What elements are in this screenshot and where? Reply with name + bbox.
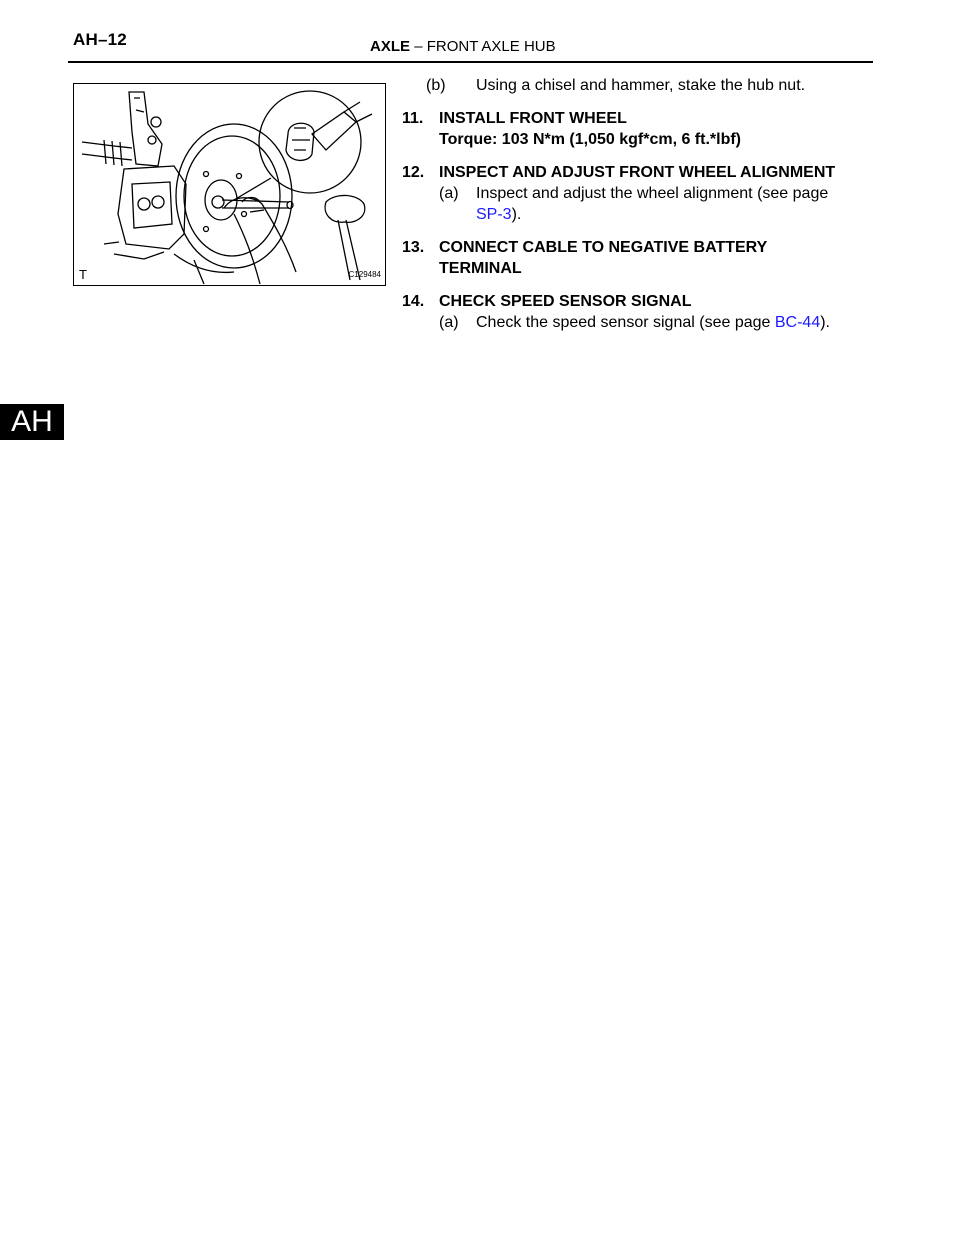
substep-text: Using a chisel and hammer, stake the hub nut. xyxy=(476,77,806,94)
step-title-text: INSTALL FRONT WHEEL xyxy=(439,110,627,127)
step-11 xyxy=(402,108,882,150)
substep-text: Check the speed sensor signal (see page xyxy=(476,314,775,331)
running-header xyxy=(370,38,556,55)
step-12 xyxy=(402,162,882,225)
step-title xyxy=(402,108,882,129)
substep-a xyxy=(402,183,882,225)
hub-staking-illustration xyxy=(74,84,386,286)
step-title-text: INSPECT AND ADJUST FRONT WHEEL ALIGNMENT xyxy=(439,164,836,181)
section-title: AXLE xyxy=(370,38,411,55)
substep-label: (a) xyxy=(439,314,459,331)
procedure-content xyxy=(402,75,882,345)
step-title xyxy=(402,291,882,312)
step-title-text: CHECK SPEED SENSOR SIGNAL xyxy=(439,293,692,310)
substep-text: Inspect and adjust the wheel alignment (see page xyxy=(476,185,829,202)
step-number: 13. xyxy=(402,239,425,256)
substep-label: (b) xyxy=(426,77,446,94)
substep-text-end: ). xyxy=(820,314,830,331)
substep-label: (a) xyxy=(439,185,459,202)
step-14 xyxy=(402,291,882,333)
side-tab: AH xyxy=(0,404,64,440)
step-title-line2: TERMINAL xyxy=(439,260,522,277)
step-number: 11. xyxy=(402,110,424,127)
torque-spec: Torque: 103 N*m (1,050 kgf*cm, 6 ft.*lbf) xyxy=(439,131,741,148)
page-number: AH–12 xyxy=(73,30,127,49)
substep-b xyxy=(402,75,882,96)
step-number: 12. xyxy=(402,164,425,181)
substep-text-end: ). xyxy=(511,206,522,223)
header-rule xyxy=(68,61,873,63)
illustration-figure xyxy=(73,83,386,286)
figure-mark: T xyxy=(79,267,87,282)
step-number: 14. xyxy=(402,293,425,310)
page-link-sp-3[interactable]: SP-3 xyxy=(476,206,512,223)
page-link-bc-44[interactable]: BC-44 xyxy=(774,314,821,331)
step-title xyxy=(402,162,882,183)
step-13 xyxy=(402,237,882,279)
step-title-text: CONNECT CABLE TO NEGATIVE BATTERY xyxy=(439,239,768,256)
figure-id: C129484 xyxy=(348,270,381,279)
substep-a xyxy=(402,312,882,333)
step-title xyxy=(402,237,882,258)
section-subtitle: – FRONT AXLE HUB xyxy=(414,38,556,55)
